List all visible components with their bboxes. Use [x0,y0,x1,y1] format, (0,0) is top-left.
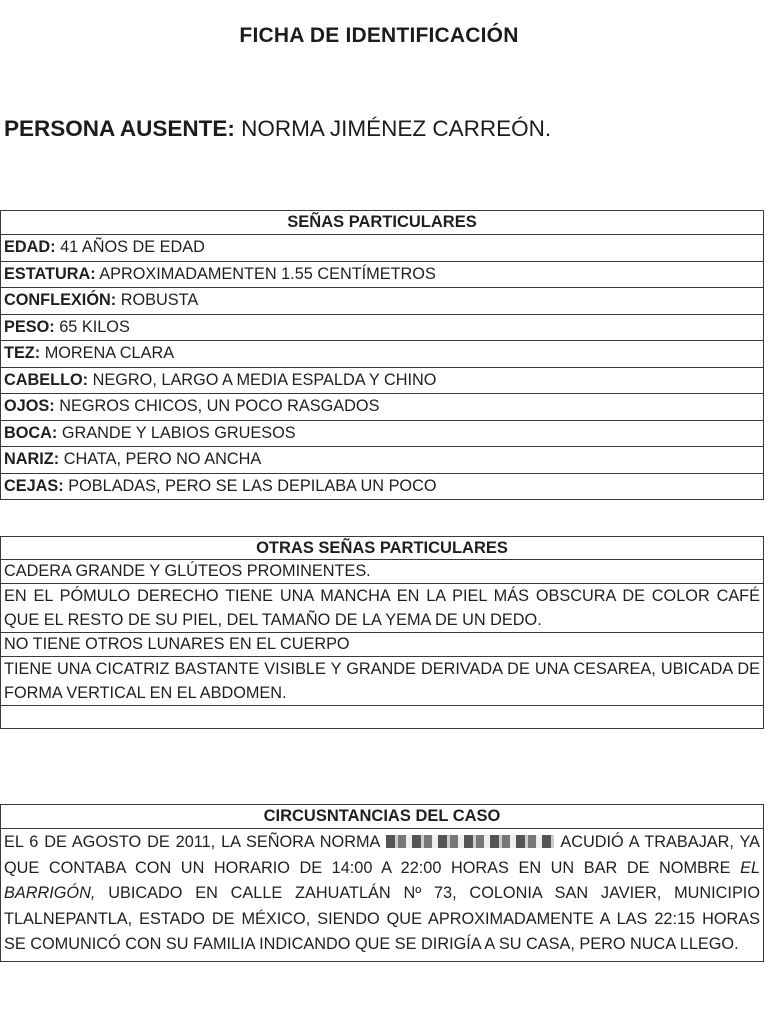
otras-sena-empty-row [1,706,764,729]
senas-particulares-table [0,210,764,500]
sena-value: NEGRO, LARGO A MEDIA ESPALDA Y CHINO [92,370,437,389]
sena-value: GRANDE Y LABIOS GRUESOS [61,423,296,442]
missing-person-line [4,116,551,142]
sena-value: CHATA, PERO NO ANCHA [63,450,262,469]
senas-particulares-header: SEÑAS PARTICULARES [1,211,764,235]
missing-person-label: PERSONA AUSENTE: [4,116,235,141]
sena-label: CABELLO: [4,370,89,389]
sena-value: APROXIMADAMENTEN 1.55 CENTÍMETROS [99,264,436,283]
document-title: FICHA DE IDENTIFICACIÓN [239,24,519,47]
sena-value: NEGROS CHICOS, UN POCO RASGADOS [59,397,380,416]
sena-label: TEZ: [4,344,41,363]
missing-person-name: NORMA JIMÉNEZ CARREÓN. [241,116,552,141]
circunstancias-header: CIRCUSNTANCIAS DEL CASO [1,805,764,829]
otras-sena-row: TIENE UNA CICATRIZ BASTANTE VISIBLE Y GRANDE DERIVADA DE UNA CESAREA, UBICADA DE FORMA VERTICAL EN EL ABDOMEN. [1,657,764,706]
otras-sena-row: EN EL PÓMULO DERECHO TIENE UNA MANCHA EN LA PIEL MÁS OBSCURA DE COLOR CAFÉ QUE EL RESTO DE SU PIEL, DEL TAMAÑO DE LA YEMA DE UN DEDO. [1,584,764,633]
sena-row-complexion [1,288,764,315]
sena-value: POBLADAS, PERO SE LAS DEPILABA UN POCO [68,476,437,495]
otras-senas-header: OTRAS SEÑAS PARTICULARES [1,537,764,560]
sena-label: OJOS: [4,397,55,416]
sena-row-peso [1,314,764,341]
sena-row-cabello [1,367,764,394]
circunstancias-text-start: EL 6 DE AGOSTO DE 2011, LA SEÑORA NORMA [4,833,381,851]
circunstancias-text-end: UBICADO EN CALLE ZAHUATLÁN Nº 73, COLONIA SAN JAVIER, MUNICIPIO TLALNEPANTLA, ESTADO DE MÉXICO, SIENDO QUE APROXIMADAMENTE A LAS 22:15 HORAS SE COMUNICÓ CON SU FAMILIA INDICANDO QUE SE DIRIGÍA A SU CASA, PERO NUCA LLEGO. [4,884,760,953]
circunstancias-table [0,804,764,962]
otras-sena-row: NO TIENE OTROS LUNARES EN EL CUERPO [1,633,764,657]
sena-value: MORENA CLARA [44,344,175,363]
sena-label: EDAD: [4,238,56,257]
sena-label: CEJAS: [4,476,64,495]
otras-senas-table [0,536,764,729]
otras-sena-row: CADERA GRANDE Y GLÚTEOS PROMINENTES. [1,560,764,584]
sena-row-nariz [1,447,764,474]
bar-name: EL BARRIGÓN, [4,858,760,902]
sena-value: 65 KILOS [59,317,130,336]
sena-row-cejas [1,473,764,500]
sena-row-boca [1,420,764,447]
sena-label: NARIZ: [4,450,60,469]
sena-row-tez [1,341,764,368]
sena-label: ESTATURA: [4,264,96,283]
sena-value: 41 AÑOS DE EDAD [60,238,205,257]
sena-label: PESO: [4,317,55,336]
circunstancias-text-middle: ACUDIÓ A TRABAJAR, YA QUE CONTABA CON UN HORARIO DE 14:00 A 22:00 HORAS EN UN BAR DE NOMBRE [4,833,760,877]
redacted-surname [386,835,554,848]
sena-label: CONFLEXIÓN: [4,291,117,310]
sena-label: BOCA: [4,423,58,442]
sena-value: ROBUSTA [120,291,199,310]
sena-row-ojos [1,394,764,421]
sena-row-estatura [1,261,764,288]
sena-row-edad [1,235,764,262]
circunstancias-body [1,829,764,962]
